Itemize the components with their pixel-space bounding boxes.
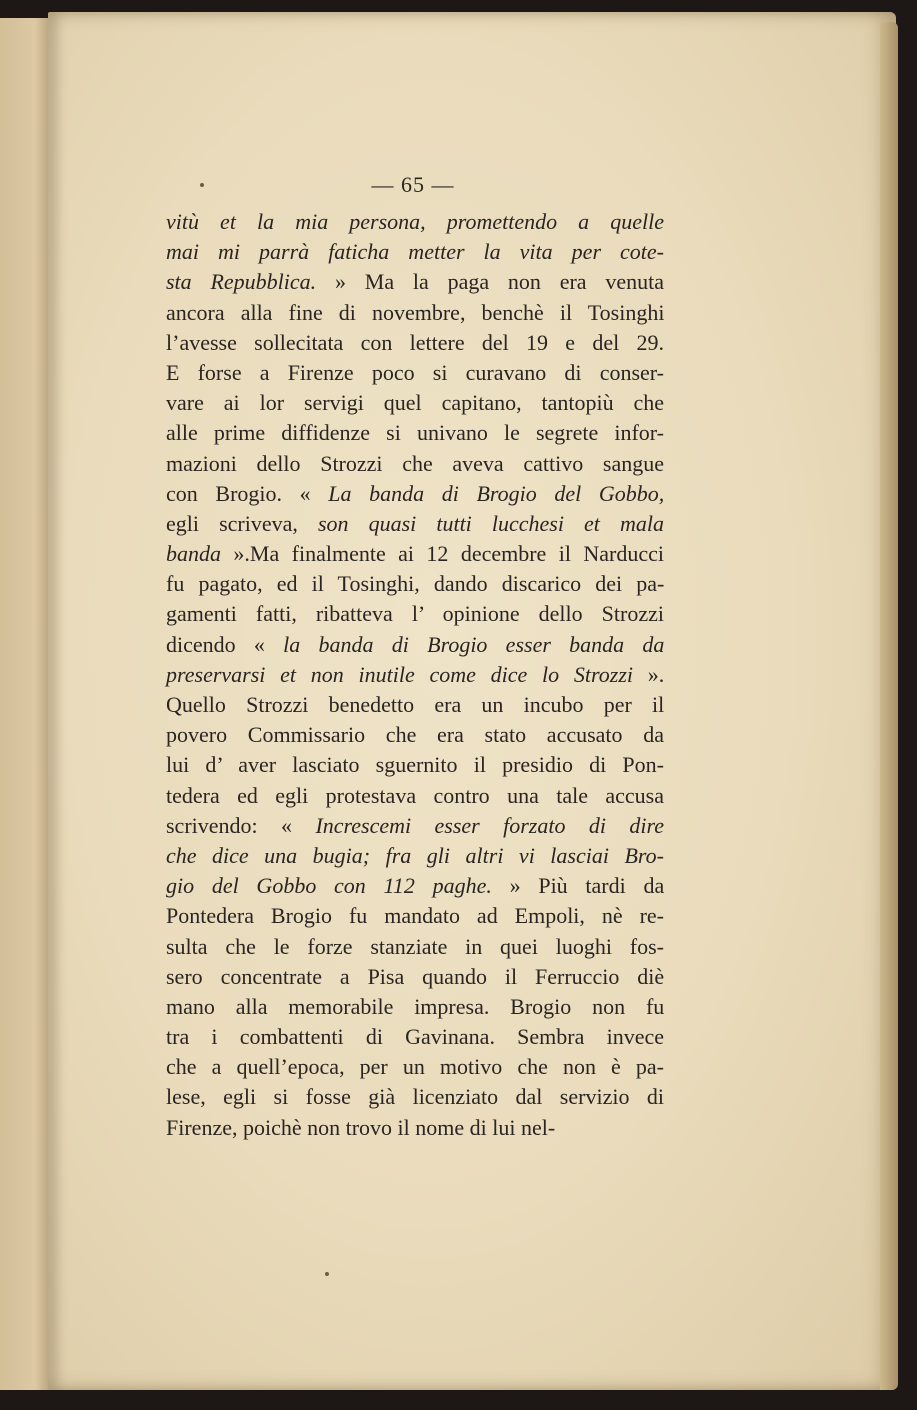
text-segment: » Più tardi da bbox=[491, 873, 665, 899]
text-segment: tra i combattenti di Gavinana. Sembra invece bbox=[166, 1024, 664, 1050]
text-line bbox=[166, 328, 664, 358]
text-segment: scrivendo: « bbox=[166, 812, 316, 838]
text-line bbox=[166, 207, 664, 237]
text-segment: mazioni dello Strozzi che aveva cattivo sangue bbox=[166, 450, 664, 476]
text-segment: dicendo « bbox=[166, 631, 284, 657]
text-segment: egli scriveva, bbox=[166, 510, 318, 536]
body-text bbox=[166, 207, 664, 1143]
text-segment: l’avesse sollecitata con lettere del 19 e del 29. bbox=[166, 329, 664, 355]
text-segment: sulta che le forze stanziate in quei luoghi fos- bbox=[166, 933, 664, 959]
text-line bbox=[166, 418, 664, 448]
text-line bbox=[166, 932, 664, 962]
text-segment: che a quell’epoca, per un motivo che non è pa- bbox=[166, 1054, 664, 1080]
italic-segment: mai mi parrà faticha metter la vita per cote- bbox=[166, 239, 664, 265]
text-line bbox=[166, 569, 664, 599]
text-line bbox=[166, 1113, 664, 1143]
text-segment: ».Ma finalmente ai 12 decembre il Narducci bbox=[221, 541, 664, 567]
italic-segment: la banda di Brogio esser banda da bbox=[283, 631, 665, 657]
text-line bbox=[166, 660, 664, 690]
text-segment: ancora alla fine di novembre, benchè il Tosinghi bbox=[166, 299, 665, 325]
italic-segment: gio del Gobbo con 112 paghe. bbox=[166, 873, 492, 899]
text-line bbox=[166, 298, 664, 328]
text-segment: lui d’ aver lasciato sguernito il presidio di Pon- bbox=[166, 752, 664, 778]
text-line bbox=[166, 237, 664, 267]
text-line bbox=[166, 630, 664, 660]
italic-segment: vitù et la mia persona, promettendo a quelle bbox=[166, 209, 665, 234]
text-segment: mano alla memorabile impresa. Brogio non fu bbox=[166, 993, 665, 1019]
italic-segment: La banda di Brogio del Gobbo, bbox=[328, 480, 665, 506]
text-segment: Pontedera Brogio fu mandato ad Empoli, nè re- bbox=[166, 903, 664, 929]
text-segment: ». bbox=[633, 661, 665, 687]
text-segment: vare ai lor servigi quel capitano, tantopiù che bbox=[166, 390, 665, 416]
left-page-edge bbox=[0, 18, 52, 1390]
text-line bbox=[166, 539, 664, 569]
text-line bbox=[166, 1022, 664, 1052]
text-line bbox=[166, 449, 664, 479]
page-number: — 65 — bbox=[371, 172, 455, 197]
text-segment: sero concentrate a Pisa quando il Ferruccio diè bbox=[166, 963, 665, 989]
italic-segment: son quasi tutti lucchesi et mala bbox=[317, 510, 664, 536]
text-line bbox=[166, 781, 664, 811]
text-line bbox=[166, 841, 664, 871]
text-line bbox=[166, 1082, 664, 1112]
text-line bbox=[166, 750, 664, 780]
text-line bbox=[166, 871, 664, 901]
text-segment: alle prime diffidenze si univano le segrete infor- bbox=[166, 420, 664, 446]
text-segment: » Ma la paga non era venuta bbox=[316, 269, 664, 295]
italic-segment: Increscemi esser forzato di dire bbox=[315, 812, 664, 838]
text-segment: con Brogio. « bbox=[166, 480, 329, 506]
text-line bbox=[166, 962, 664, 992]
text-segment: lese, egli si fosse già licenziato dal servizio di bbox=[166, 1084, 664, 1110]
specks bbox=[200, 183, 204, 187]
text-segment: tedera ed egli protestava contro una tale accusa bbox=[166, 782, 664, 808]
text-segment: Quello Strozzi benedetto era un incubo per il bbox=[166, 692, 665, 717]
text-line bbox=[166, 690, 664, 720]
text-line bbox=[166, 479, 664, 509]
italic-segment: preservarsi et non inutile come dice lo Strozzi bbox=[166, 661, 634, 687]
text-segment: Firenze, poichè non trovo il nome di lui nel- bbox=[166, 1114, 556, 1140]
text-line bbox=[166, 267, 664, 297]
italic-segment: banda bbox=[166, 541, 221, 567]
text-line bbox=[166, 509, 664, 539]
text-line bbox=[166, 388, 664, 418]
text-segment: povero Commissario che era stato accusato da bbox=[166, 722, 664, 748]
text-line bbox=[166, 901, 664, 931]
text-line bbox=[166, 720, 664, 750]
specks bbox=[325, 1272, 329, 1276]
italic-segment: sta Repubblica. bbox=[166, 269, 317, 295]
page-right-edge bbox=[880, 22, 898, 1390]
text-line bbox=[166, 1052, 664, 1082]
text-line bbox=[166, 599, 664, 629]
text-segment: fu pagato, ed il Tosinghi, dando discarico dei pa- bbox=[166, 571, 665, 597]
text-line bbox=[166, 358, 664, 388]
text-segment: E forse a Firenze poco si curavano di conser- bbox=[166, 359, 664, 385]
text-segment: gamenti fatti, ribatteva l’ opinione dello Strozzi bbox=[166, 601, 664, 627]
text-line bbox=[166, 992, 664, 1022]
italic-segment: che dice una bugia; fra gli altri vi lasciai Bro- bbox=[166, 842, 664, 868]
text-line bbox=[166, 811, 664, 841]
